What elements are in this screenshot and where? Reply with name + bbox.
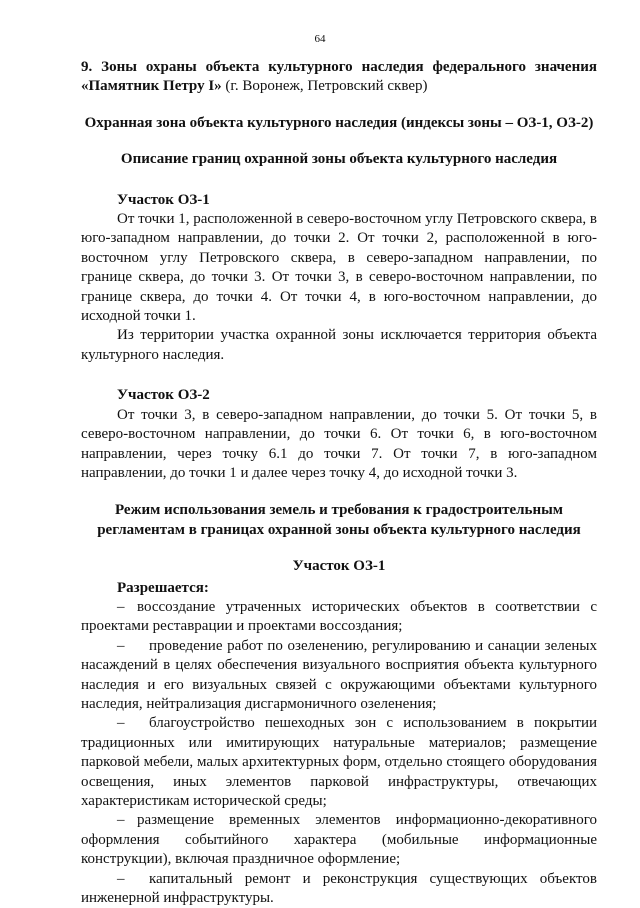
list-item [81,870,597,908]
page-number: 64 [314,33,326,45]
section-oz1-paragraph-1: От точки 1, расположенной в северо-восточном углу Петровского сквера, в юго-западном направлении, до точки 2. От точки 2, расположенной в юго-восточном углу Петровского сквера, в северо-западном направлении, по границе сквера, до точки 3. От точки 3, в северо-восточном направлении, по границе сквера, до точки 4. От точки 4, в юго-восточном направлении, до исходной точки 1. [81,211,598,325]
zone-heading: Охранная зона объекта культурного наследия (индексы зоны – ОЗ-1, ОЗ-2) [84,114,594,131]
mode-heading-line-1: Режим использования земель и требования к градостроительным [114,502,564,519]
list-item-text: капитальный ремонт и реконструкция существующих объектов инженерной инфраструктуры. [81,870,597,907]
dash-marker: – [117,715,125,732]
section-oz1-title: Участок ОЗ-1 [117,191,210,208]
regulation-section-title: Участок ОЗ-1 [292,558,386,575]
dash-marker: – [117,812,125,829]
section-oz2-title: Участок ОЗ-2 [117,387,210,404]
dash-marker: – [117,637,125,654]
monument-location: (г. Воронеж, Петровский сквер) [221,78,428,95]
mode-heading [81,501,597,540]
mode-heading-line-2: регламентам в границах охранной зоны объекта культурного наследия [97,521,581,538]
description-heading: Описание границ охранной зоны объекта культурного наследия [120,151,558,168]
page-content [81,58,597,908]
list-item [81,598,597,637]
list-item-text: воссоздание утраченных исторических объектов в соответствии с проектами реставрации и проектами воссоздания; [81,598,597,635]
document-title [81,58,597,97]
title-line-1: 9. Зоны охраны объекта культурного наследия федерального значения [81,59,597,75]
section-oz2-paragraph-1: От точки 3, в северо-западном направлении, до точки 5. От точки 5, в северо-восточном направлении, до точки 6. От точки 6, в юго-восточном направлении, через точку 6.1 до точки 7. От точки 7, в юго-западном направлении, до точки 1 и далее через точку 4, до исходной точки 3. [81,406,597,481]
list-item [81,714,597,811]
dash-marker: – [117,598,125,615]
list-item-text: благоустройство пешеходных зон с использованием в покрытии традиционных или имитирующих натуральные материалов; размещение парковой мебели, малых архитектурных форм, отдельно стоящего оборудования освещения, иных элементов парковой инфраструктуры, отвечающих характеристикам исторической среды; [81,715,597,809]
section-oz1-paragraph-2: Из территории участка охранной зоны исключается территория объекта культурного наследия. [81,327,597,363]
list-item [81,811,597,869]
list-item-text: размещение временных элементов информационно-декоративного оформления событийного характера (мобильные информационные конструкции), включая праздничное оформление; [81,812,597,868]
monument-name: «Памятник Петру I» [81,78,222,95]
dash-marker: – [117,870,125,887]
allowed-label: Разрешается: [117,579,209,596]
title-line-2 [81,77,597,96]
list-item-text: проведение работ по озеленению, регулированию и санации зеленых насаждений в целях обеспечения визуального восприятия объекта культурного наследия и его визуальных связей с окружающими объектами культурного наследия, нейтрализация дисгармоничного озеленения; [81,637,597,712]
list-item [81,637,597,715]
